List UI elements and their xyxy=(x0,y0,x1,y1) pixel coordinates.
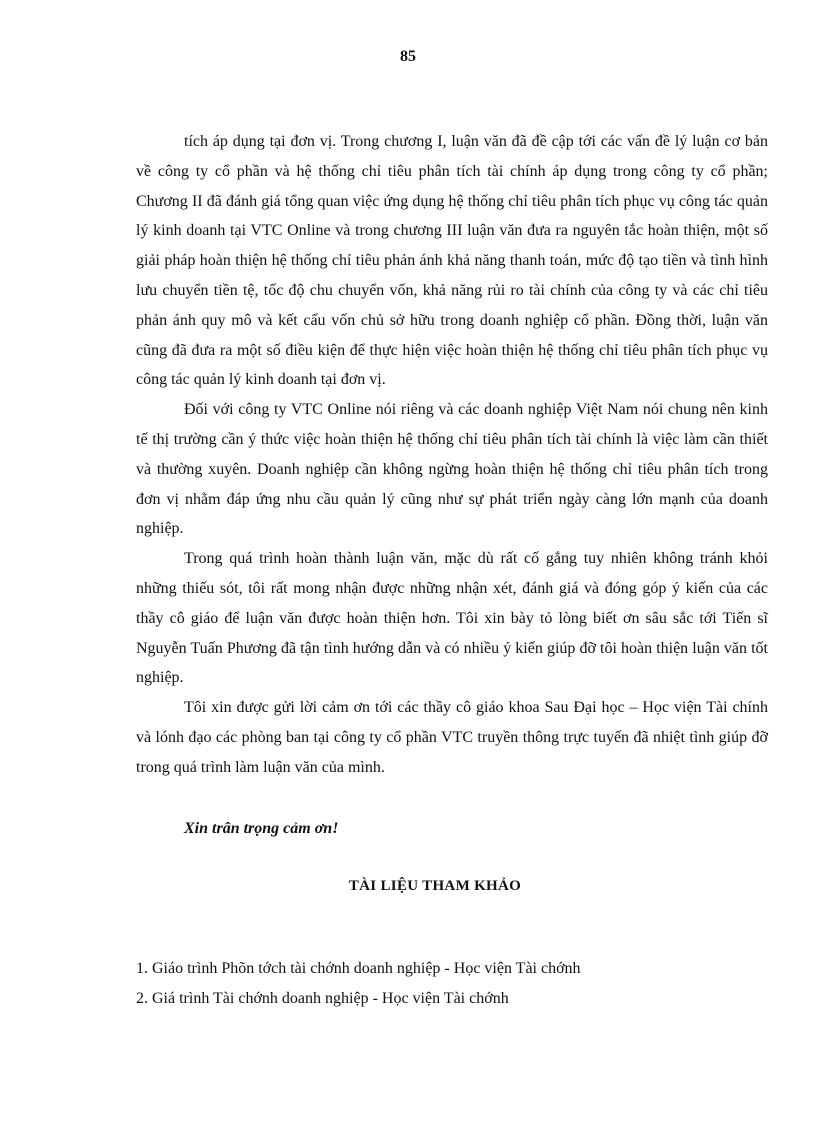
paragraph-recommendation: Đối với công ty VTC Online nói riêng và các doanh nghiệp Việt Nam nói chung nên kinh tế thị trường cần ý thức việc hoàn thiện hệ thống chỉ tiêu phân tích tài chính là việc làm cần thiết và thường xuyên. Doanh nghiệp cần không ngừng hoàn thiện hệ thống chỉ tiêu phân tích trong đơn vị nhằm đáp ứng nhu cầu quản lý cũng như sự phát triển ngày càng lớn mạnh của doanh nghiệp. xyxy=(136,401,768,538)
body-text xyxy=(136,127,768,783)
references-list xyxy=(136,954,581,1014)
closing-thanks: Xin trân trọng cảm ơn! xyxy=(184,820,339,837)
references-heading: TÀI LIỆU THAM KHẢO xyxy=(348,878,522,894)
page-number: 85 xyxy=(400,48,416,65)
paragraph-acknowledgement-advisor: Trong quá trình hoàn thành luận văn, mặc dù rất cố gắng tuy nhiên không tránh khỏi những thiếu sót, tôi rất mong nhận được những nhận xét, đánh giá và đóng góp ý kiến của các thầy cô giáo để luận văn được hoàn thiện hơn. Tôi xin bày tỏ lòng biết ơn sâu sắc tới Tiến sĩ Nguyễn Tuấn Phương đã tận tình hướng dẫn và có nhiều ý kiến giúp đỡ tôi hoàn thiện luận văn tốt nghiệp. xyxy=(136,550,768,687)
reference-item: 2. Giá trình Tài chớnh doanh nghiệp - Học viện Tài chớnh xyxy=(136,989,509,1007)
paragraph-acknowledgement-faculty: Tôi xin được gửi lời cảm ơn tới các thầy cô giáo khoa Sau Đại học – Học viện Tài chính và lónh đạo các phòng ban tại công ty cổ phần VTC truyền thông trực tuyến đã nhiệt tình giúp đỡ trong quá trình làm luận văn của mình. xyxy=(136,699,768,776)
reference-item: 1. Giáo trình Phõn tớch tài chớnh doanh nghiệp - Học viện Tài chớnh xyxy=(136,960,581,977)
paragraph-conclusion-summary: tích áp dụng tại đơn vị. Trong chương I, luận văn đã đề cập tới các vấn đề lý luận cơ bản về công ty cổ phần và hệ thống chỉ tiêu phân tích tài chính áp dụng trong công ty cổ phần; Chương II đã đánh giá tổng quan việc ứng dụng hệ thống chỉ tiêu phân tích phục vụ công tác quản lý kinh doanh tại VTC Online và trong chương III luận văn đưa ra nguyên tắc hoàn thiện, một số giải pháp hoàn thiện hệ thống chỉ tiêu phản ánh khả năng thanh toán, mức độ tạo tiền và tình hình lưu chuyển tiền tệ, tốc độ chu chuyển vốn, khả năng rủi ro tài chính của công ty và các chỉ tiêu phản ánh quy mô và kết cấu vốn chủ sở hữu trong doanh nghiệp cổ phần. Đồng thời, luận văn cũng đã đưa ra một số điều kiện để thực hiện việc hoàn thiện hệ thống chỉ tiêu phân tích phục vụ công tác quản lý kinh doanh tại đơn vị. xyxy=(136,133,768,389)
